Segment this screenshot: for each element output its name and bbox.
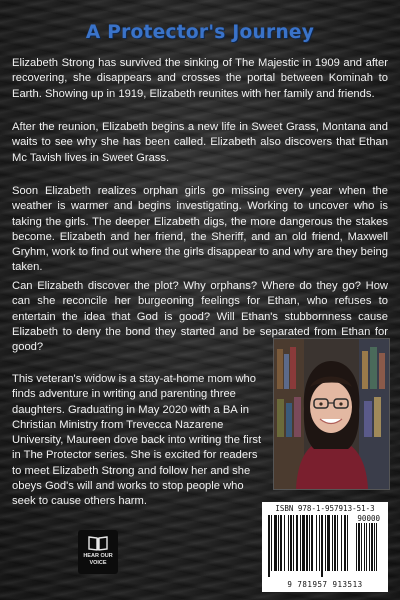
publisher-logo [78, 530, 118, 574]
blurb-paragraph-3: Soon Elizabeth realizes orphan girls go missing every year when the weather is warmer and begins investigating. Working to uncover who is taking the girls. The deeper Elizabeth digs, the more dangerous the stakes become. Elizabeth and her friend, the Sheriff, and an old friend, Maxwell Gryhm, work to find out where the girls disappear to and why are they being taken. [12, 185, 388, 274]
isbn-barcode [262, 502, 388, 592]
publisher-logo-line2: VOICE [89, 559, 107, 566]
blurb-paragraph-1: Elizabeth Strong has survived the sinking of The Majestic in 1909 and after recovering, she disappears and crosses the portal between Kominah to Earth. Showing up in 1919, Elizabeth reunites with her family and friends. [12, 57, 388, 100]
book-title: A Protector's Journey [85, 22, 315, 44]
author-photo [273, 338, 390, 490]
isbn-label: ISBN 978-1-957913-51-3 [275, 504, 375, 513]
book-icon [88, 535, 108, 551]
author-bio: This veteran's widow is a stay-at-home mom who finds adventure in writing and parenting three daughters. Graduating in May 2020 with a BA in Christian Ministry from Trevecca Nazarene University, Maureen dove back into writing the first in The Protector series. She is excited for readers to meet Elizabeth Strong and follow her and she obeys God's will and works to stop people who seek to cause others harm. [12, 373, 262, 508]
barcode-digits: 9 781957 913513 [287, 580, 363, 589]
price-code: 90000 [357, 514, 380, 523]
barcode-bars [268, 515, 382, 577]
blurb-paragraph-2: After the reunion, Elizabeth begins a new life in Sweet Grass, Montana and waits to see why she has been called. Elizabeth also discovers that Ethan Mc Tavish lives in Sweet Grass. [12, 121, 388, 164]
publisher-logo-text [78, 553, 118, 566]
publisher-logo-line1: HEAR OUR [83, 553, 113, 559]
blurb-paragraph-4: Can Elizabeth discover the plot? Why orphans? Where do they go? How can she reconcile her burgeoning feelings for Ethan, who refuses to entertain the idea that God is good? Will Ethan's stubbornness cause Elizabeth to deny the bond they started and be separated from Ethan for good? [12, 280, 388, 354]
